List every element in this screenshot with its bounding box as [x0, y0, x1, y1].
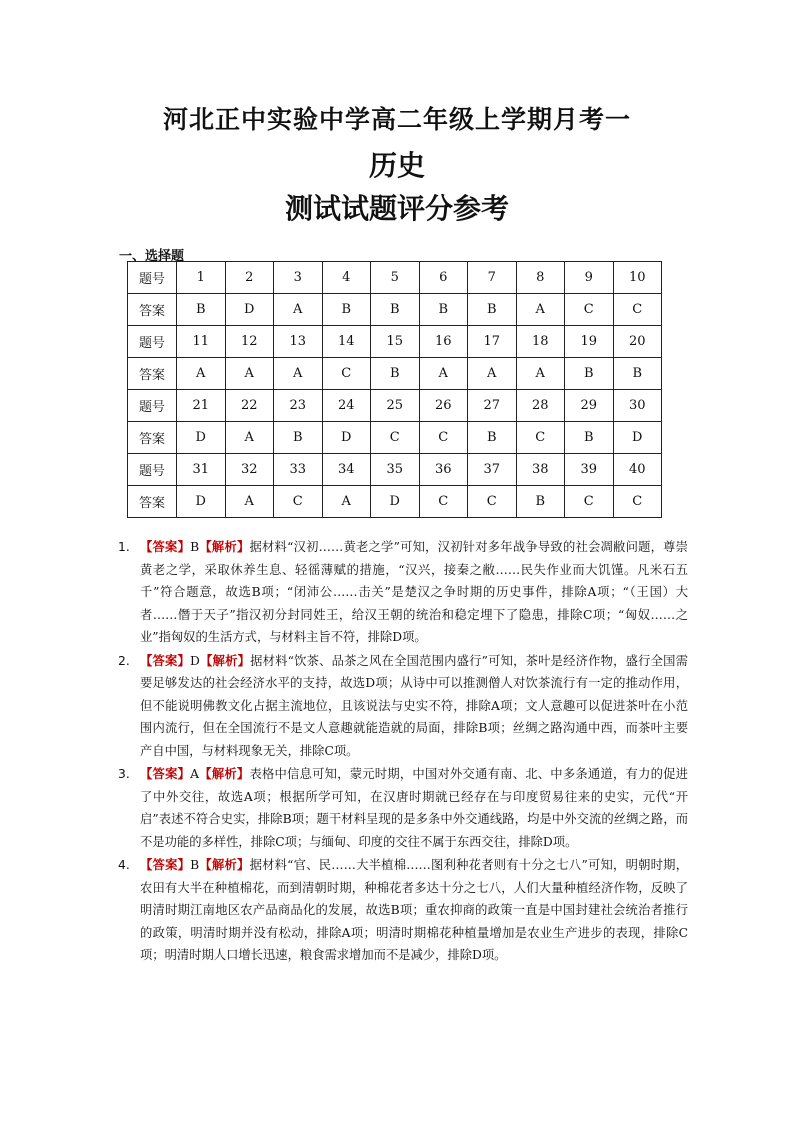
answer-table	[127, 261, 662, 518]
question-number-cell: 37	[468, 454, 517, 486]
answer-cell: C	[613, 486, 662, 518]
answer-cell: D	[225, 294, 274, 326]
question-number-cell: 9	[565, 262, 614, 294]
answer-row-label: 答案	[128, 486, 177, 518]
question-number-cell: 32	[225, 454, 274, 486]
explanation-item	[118, 536, 688, 649]
answer-tag: 【答案】	[140, 653, 191, 668]
answer-cell: A	[516, 294, 565, 326]
doc-title-subject: 历史	[368, 149, 425, 182]
answer-letter: B	[190, 858, 200, 872]
question-number-cell: 27	[468, 390, 517, 422]
answer-cell: C	[565, 486, 614, 518]
question-number-cell: 3	[274, 262, 323, 294]
question-number-cell: 25	[371, 390, 420, 422]
answer-cell: A	[419, 358, 468, 390]
answer-cell: A	[274, 358, 323, 390]
answer-cell: B	[613, 358, 662, 390]
question-number-cell: 26	[419, 390, 468, 422]
analysis-text: 据材料“饮茶、品茶之风在全国范围内盛行”可知，茶叶是经济作物，盛行全国需要足够发达的社会经济水平的支持，故选D项；从诗中可以推测僧人对饮茶流行有一定的推动作用，但不能说明佛教文化占据主流地位，且该说法与史实不符，排除A项；文人意趣可以促进茶叶在小范围内流行，但在全国流行不是文人意趣就能造就的局面，排除B项；丝绸之路沟通中西，而茶叶主要产自中国，与材料现象无关，排除C项。	[140, 653, 688, 758]
question-number-row	[128, 390, 662, 422]
answer-cell: D	[371, 486, 420, 518]
analysis-tag: 【解析】	[199, 767, 250, 781]
answer-cell: C	[468, 486, 517, 518]
answer-row-label: 答案	[128, 294, 177, 326]
question-number-cell: 28	[516, 390, 565, 422]
item-number: 3.	[118, 767, 130, 781]
answer-cell: B	[516, 486, 565, 518]
question-number-cell: 40	[613, 454, 662, 486]
answer-row-label: 答案	[128, 358, 177, 390]
doc-title-scoring: 测试试题评分参考	[284, 192, 509, 225]
answer-cell: B	[371, 358, 420, 390]
question-number-cell: 18	[516, 326, 565, 358]
answer-cell: C	[371, 422, 420, 454]
answer-row	[128, 294, 662, 326]
question-number-cell: 6	[419, 262, 468, 294]
answer-cell: C	[419, 422, 468, 454]
question-number-cell: 11	[177, 326, 226, 358]
question-number-cell: 7	[468, 262, 517, 294]
answer-letter: D	[190, 653, 200, 668]
answer-cell: A	[274, 294, 323, 326]
question-number-cell: 30	[613, 390, 662, 422]
answer-tag: 【答案】	[140, 858, 191, 872]
answer-cell: A	[468, 358, 517, 390]
question-number-cell: 24	[322, 390, 371, 422]
answer-cell: B	[468, 294, 517, 326]
question-number-row-label: 题号	[128, 390, 177, 422]
answer-cell: A	[225, 486, 274, 518]
analysis-tag: 【解析】	[199, 653, 251, 668]
question-number-row	[128, 454, 662, 486]
answer-letter: B	[190, 540, 200, 554]
answer-cell: C	[419, 486, 468, 518]
question-number-row-label: 题号	[128, 454, 177, 486]
answer-cell: C	[322, 358, 371, 390]
question-number-cell: 5	[371, 262, 420, 294]
analysis-tag: 【解析】	[199, 858, 250, 872]
answer-cell: C	[516, 422, 565, 454]
question-number-cell: 1	[177, 262, 226, 294]
explanation-list	[118, 536, 688, 968]
question-number-cell: 39	[565, 454, 614, 486]
section-title: 一、选择题	[119, 249, 185, 264]
answer-cell: D	[177, 486, 226, 518]
answer-cell: B	[565, 358, 614, 390]
explanation-item	[118, 650, 688, 763]
answer-row	[128, 486, 662, 518]
question-number-cell: 2	[225, 262, 274, 294]
question-number-cell: 31	[177, 454, 226, 486]
answer-cell: B	[371, 294, 420, 326]
answer-cell: A	[516, 358, 565, 390]
answer-row	[128, 358, 662, 390]
question-number-cell: 38	[516, 454, 565, 486]
question-number-cell: 34	[322, 454, 371, 486]
answer-cell: D	[322, 422, 371, 454]
answer-cell: B	[468, 422, 517, 454]
question-number-cell: 16	[419, 326, 468, 358]
question-number-cell: 29	[565, 390, 614, 422]
question-number-cell: 8	[516, 262, 565, 294]
answer-cell: B	[565, 422, 614, 454]
question-number-row-label: 题号	[128, 262, 177, 294]
explanation-item	[118, 854, 688, 967]
answer-row-label: 答案	[128, 422, 177, 454]
question-number-cell: 20	[613, 326, 662, 358]
question-number-row	[128, 326, 662, 358]
answer-cell: C	[274, 486, 323, 518]
answer-cell: B	[322, 294, 371, 326]
answer-cell: B	[419, 294, 468, 326]
question-number-cell: 21	[177, 390, 226, 422]
analysis-text: 据材料“汉初……黄老之学”可知，汉初针对多年战争导致的社会凋敝问题，尊崇黄老之学，采取休养生息、轻徭薄赋的措施，“汉兴，接秦之敝……民失作业而大饥馑。凡米石五千”符合题意，故选B项；“闭沛公……击关”是楚汉之争时期的历史事件，排除A项；“（王国）大者……僭于天子”指汉初分封同姓王，给汉王朝的统治和稳定埋下了隐患，排除C项；“匈奴……之业”指匈奴的生活方式，与材料主旨不符，排除D项。	[140, 540, 688, 644]
question-number-cell: 17	[468, 326, 517, 358]
answer-cell: C	[613, 294, 662, 326]
answer-cell: D	[613, 422, 662, 454]
item-number: 1.	[118, 540, 130, 554]
question-number-cell: 33	[274, 454, 323, 486]
question-number-cell: 14	[322, 326, 371, 358]
item-number: 2.	[118, 653, 130, 668]
answer-cell: A	[225, 358, 274, 390]
answer-letter: A	[190, 767, 200, 781]
question-number-cell: 19	[565, 326, 614, 358]
answer-cell: A	[322, 486, 371, 518]
question-number-cell: 23	[274, 390, 323, 422]
question-number-cell: 15	[371, 326, 420, 358]
question-number-cell: 22	[225, 390, 274, 422]
analysis-text: 据材料“官、民……大半植棉……图利种花者则有十分之七八”可知，明朝时期，农田有大半在种植棉花，而到清朝时期，种棉花者多达十分之七八，人们大量种植经济作物，反映了明清时期江南地区农产品商品化的发展，故选B项；重农抑商的政策一直是中国封建社会统治者推行的政策，明清时期并没有松动，排除A项；明清时期棉花种植量增加是农业生产进步的表现，排除C项；明清时期人口增长迅速，粮食需求增加而不是减少，排除D项。	[140, 858, 688, 962]
question-number-cell: 12	[225, 326, 274, 358]
question-number-cell: 36	[419, 454, 468, 486]
question-number-cell: 4	[322, 262, 371, 294]
analysis-text: 表格中信息可知，蒙元时期，中国对外交通有南、北、中多条通道，有力的促进了中外交往，故选A项；根据所学可知，在汉唐时期就已经存在与印度贸易往来的史实，元代“开启”表述不符合史实，排除B项；题干材料呈现的是多条中外交通线路，均是中外交流的丝绸之路，而不是功能的多样性，排除C项；与缅甸、印度的交往不属于东西交往，排除D项。	[140, 767, 688, 849]
item-number: 4.	[118, 858, 130, 872]
answer-cell: A	[177, 358, 226, 390]
question-number-row	[128, 262, 662, 294]
answer-tag: 【答案】	[140, 767, 191, 781]
question-number-cell: 13	[274, 326, 323, 358]
question-number-cell: 10	[613, 262, 662, 294]
answer-cell: B	[177, 294, 226, 326]
answer-tag: 【答案】	[140, 540, 191, 554]
answer-cell: A	[225, 422, 274, 454]
answer-cell: B	[274, 422, 323, 454]
analysis-tag: 【解析】	[199, 540, 250, 554]
question-number-cell: 35	[371, 454, 420, 486]
explanation-item	[118, 763, 688, 853]
doc-title-school: 河北正中实验中学高二年级上学期月考一	[162, 105, 631, 134]
answer-cell: D	[177, 422, 226, 454]
answer-row	[128, 422, 662, 454]
question-number-row-label: 题号	[128, 326, 177, 358]
answer-cell: C	[565, 294, 614, 326]
